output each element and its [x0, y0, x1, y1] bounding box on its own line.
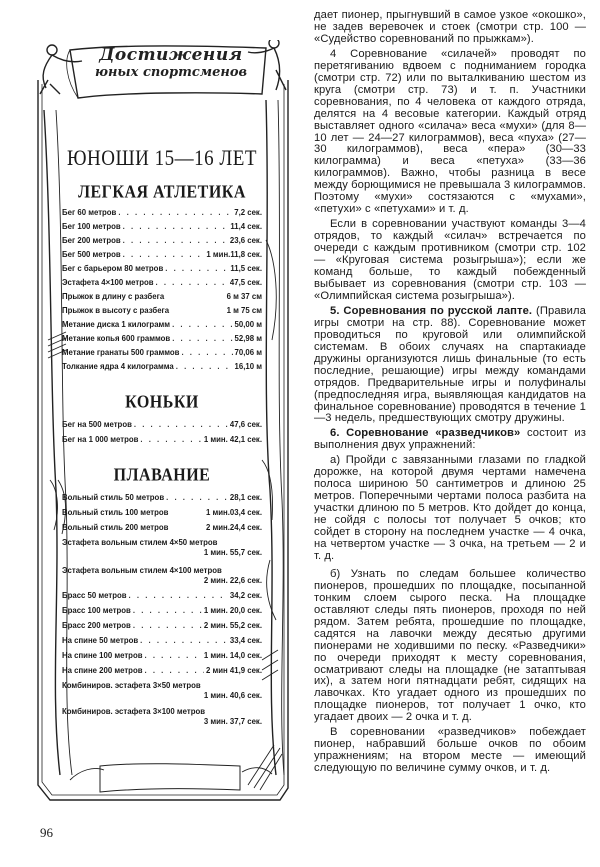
- record-row: На спине 50 метров . . . 33,4 сек.: [62, 636, 262, 646]
- banner-line-2: юных спортсменов: [94, 65, 248, 80]
- paragraph: В соревновании «разведчиков» побеждает пионер, набравший больше очков по обоим упражнениям; на втором месте — имеющий следующую по величине сумму очков, и т. д.: [314, 726, 586, 775]
- record-row: Метание гранаты 500 граммов . . . 70,06 м: [62, 348, 262, 358]
- record-row: Метание копья 600 граммов . . . 52,98 м: [62, 334, 262, 344]
- record-row: Комбиниров. эстафета 3×50 метров 1 мин. 40,6 сек.: [62, 681, 262, 700]
- body-text-column: [314, 10, 586, 778]
- swimming-records: [62, 493, 262, 727]
- record-row: Эстафета вольным стилем 4×50 метров 1 мин. 55,7 сек.: [62, 538, 262, 557]
- banner-line-1: Достижения: [99, 45, 243, 65]
- athletics-records: [62, 208, 262, 372]
- records-panel: [30, 40, 292, 820]
- paragraph-heading: 6. Соревнование «разведчиков»: [330, 427, 521, 440]
- paragraph: дает пионер, прыгнувший в самое узкое «окошко», не задев веревочек и стоек (смотри стр. 100 — «Судейство соревнований по прыжкам»).: [314, 9, 586, 45]
- record-row: Бег на 1 000 метров . . . 1 мин. 42,1 сек.: [62, 435, 262, 445]
- record-row: Вольный стиль 100 метров 1 мин.03,4 сек.: [62, 508, 262, 517]
- record-row: Бег 100 метров . . . 11,4 сек.: [62, 222, 262, 232]
- paragraph: 4 Соревнование «силачей» проводят по перетягиванию вдвоем с подниманием городка (смотри стр. 72) или по выталкиванию шестом из круга (смотри стр. 73) и т. п. Участники соревнования, по 4 человека от каждого отряда, делятся на 4 весовые категории. Каждый отряд выставляет одного «силача» веса «мухи» (для 8—10 лет — 24—27 килограммов), веса «пуха» (27—30 килограммов), веса «пера» (30—33 килограмма) и веса «петуха» (33—36 килограммов). Важно, чтобы разница в весе между борющимися не превышала 3 килограммов. Поэтому «мухи» состязаются с «мухами», «петухи» с «петухами» и т. д.: [314, 47, 586, 216]
- record-row: Брасс 50 метров . . . 34,2 сек.: [62, 591, 262, 601]
- record-row: На спине 100 метров . . . 1 мин. 14,0 сек.: [62, 651, 262, 661]
- paragraph: 5. Соревнования по русской лапте. (Правила игры смотри на стр. 88). Соревнование может проводиться по круговой или олимпийской системам. В обоих случаях на спартакиаде дружины организуются лишь финальные (то есть последние, решающие) игры между командами отрядов. Предварительные игры и полуфиналы (предпоследняя игра, выявляющая кандидатов на финальное соревнование) проводятся в течение 1—3 недель, предшествующих смотру дружины.: [314, 304, 586, 425]
- record-row: Вольный стиль 200 метров 2 мин.24,4 сек.: [62, 523, 262, 532]
- records-content: [62, 144, 262, 732]
- record-row: Брасс 100 метров . . . 1 мин. 20,0 сек.: [62, 606, 262, 616]
- banner-title: [82, 46, 260, 92]
- paragraph: б) Узнать по следам большее количество пионеров, прошедших по площадке, посыпанной тонким слоем сырого песка. На площадке оставляют следы пять пионеров, проходя по ней рядом. Затем ребята, прошедшие по площадке, садятся на лавочки между десятью другими пионерами не ходившими по песку. «Разведчики» по очереди приходят к месту соревнования, осматривают следы на площадке (не затаптывая их), а затем ноги пятнадцати ребят, сидящих на лавочках. Кто угадает одного из прошедших по площадке пионеров, тот получает 1 очко, кто угадает двоих — 2 очка и т. д.: [314, 567, 586, 724]
- record-row: Брасс 200 метров . . . 2 мин. 55,2 сек.: [62, 621, 262, 631]
- record-row: Прыжок в длину с разбега 6 м 37 см: [62, 292, 262, 301]
- record-row: Бег 200 метров . . . 23,6 сек.: [62, 236, 262, 246]
- paragraph-heading: 5. Соревнования по русской лапте.: [330, 304, 533, 317]
- record-row: Комбиниров. эстафета 3×100 метров 3 мин. 37,7 сек.: [62, 707, 262, 726]
- section-title-skating: КОНЬКИ: [125, 393, 199, 412]
- paragraph: 6. Соревнование «разведчиков» состоит из выполнения двух упражнений:: [314, 427, 586, 452]
- record-row: Толкание ядра 4 килограмма . . . 16,10 м: [62, 362, 262, 372]
- record-row: На спине 200 метров . . . 2 мин 41,9 сек.: [62, 666, 262, 676]
- paragraph: Если в соревновании участвуют команды 3—4 отрядов, то каждый «силач» встречается по очереди с каждым противником (смотри стр. 102 — «Круговая система розыгрыша»); если же команд больше, то каждый побежденный выбывает из соревнования (смотри стр. 103 — «Олимпийская система розыгрыша»).: [314, 218, 586, 302]
- record-row: Эстафета 4×100 метров . . . 47,5 сек.: [62, 278, 262, 288]
- paragraph: а) Пройди с завязанными глазами по гладкой дорожке, на которой двумя чертами намечена полоса шириною 50 сантиметров и длиною 25 метров. Поперечными чертами полоса разбита на участки длиною по 5 метров. Кто дойдет до конца, не сойдя с полосы тот получает 5 очков; кто сойдет в сторону на последнем участке — 4 очка, на четвертом участке — 3 очка, на третьем — 2 и т. д.: [314, 454, 586, 562]
- main-title: ЮНОШИ 15—16 ЛЕТ: [67, 146, 257, 171]
- record-row: Бег 60 метров . . . 7,2 сек.: [62, 208, 262, 218]
- page-number: 96: [40, 825, 53, 840]
- section-title-swimming: ПЛАВАНИЕ: [113, 466, 211, 485]
- record-row: Бег 500 метров . . . 1 мин.11,8 сек.: [62, 250, 262, 260]
- record-row: Вольный стиль 50 метров . . . 28,1 сек.: [62, 493, 262, 503]
- record-row: Эстафета вольным стилем 4×100 метров 2 мин. 22,6 сек.: [62, 566, 262, 585]
- record-row: Бег с барьером 80 метров . . . 11,5 сек.: [62, 264, 262, 274]
- record-row: Прыжок в высоту с разбега 1 м 75 см: [62, 306, 262, 315]
- section-title-athletics: ЛЕГКАЯ АТЛЕТИКА: [78, 183, 246, 202]
- skating-records: [62, 420, 262, 445]
- record-row: Бег на 500 метров . . . 47,6 сек.: [62, 420, 262, 430]
- record-row: Метание диска 1 килограмм . . . 50,00 м: [62, 320, 262, 330]
